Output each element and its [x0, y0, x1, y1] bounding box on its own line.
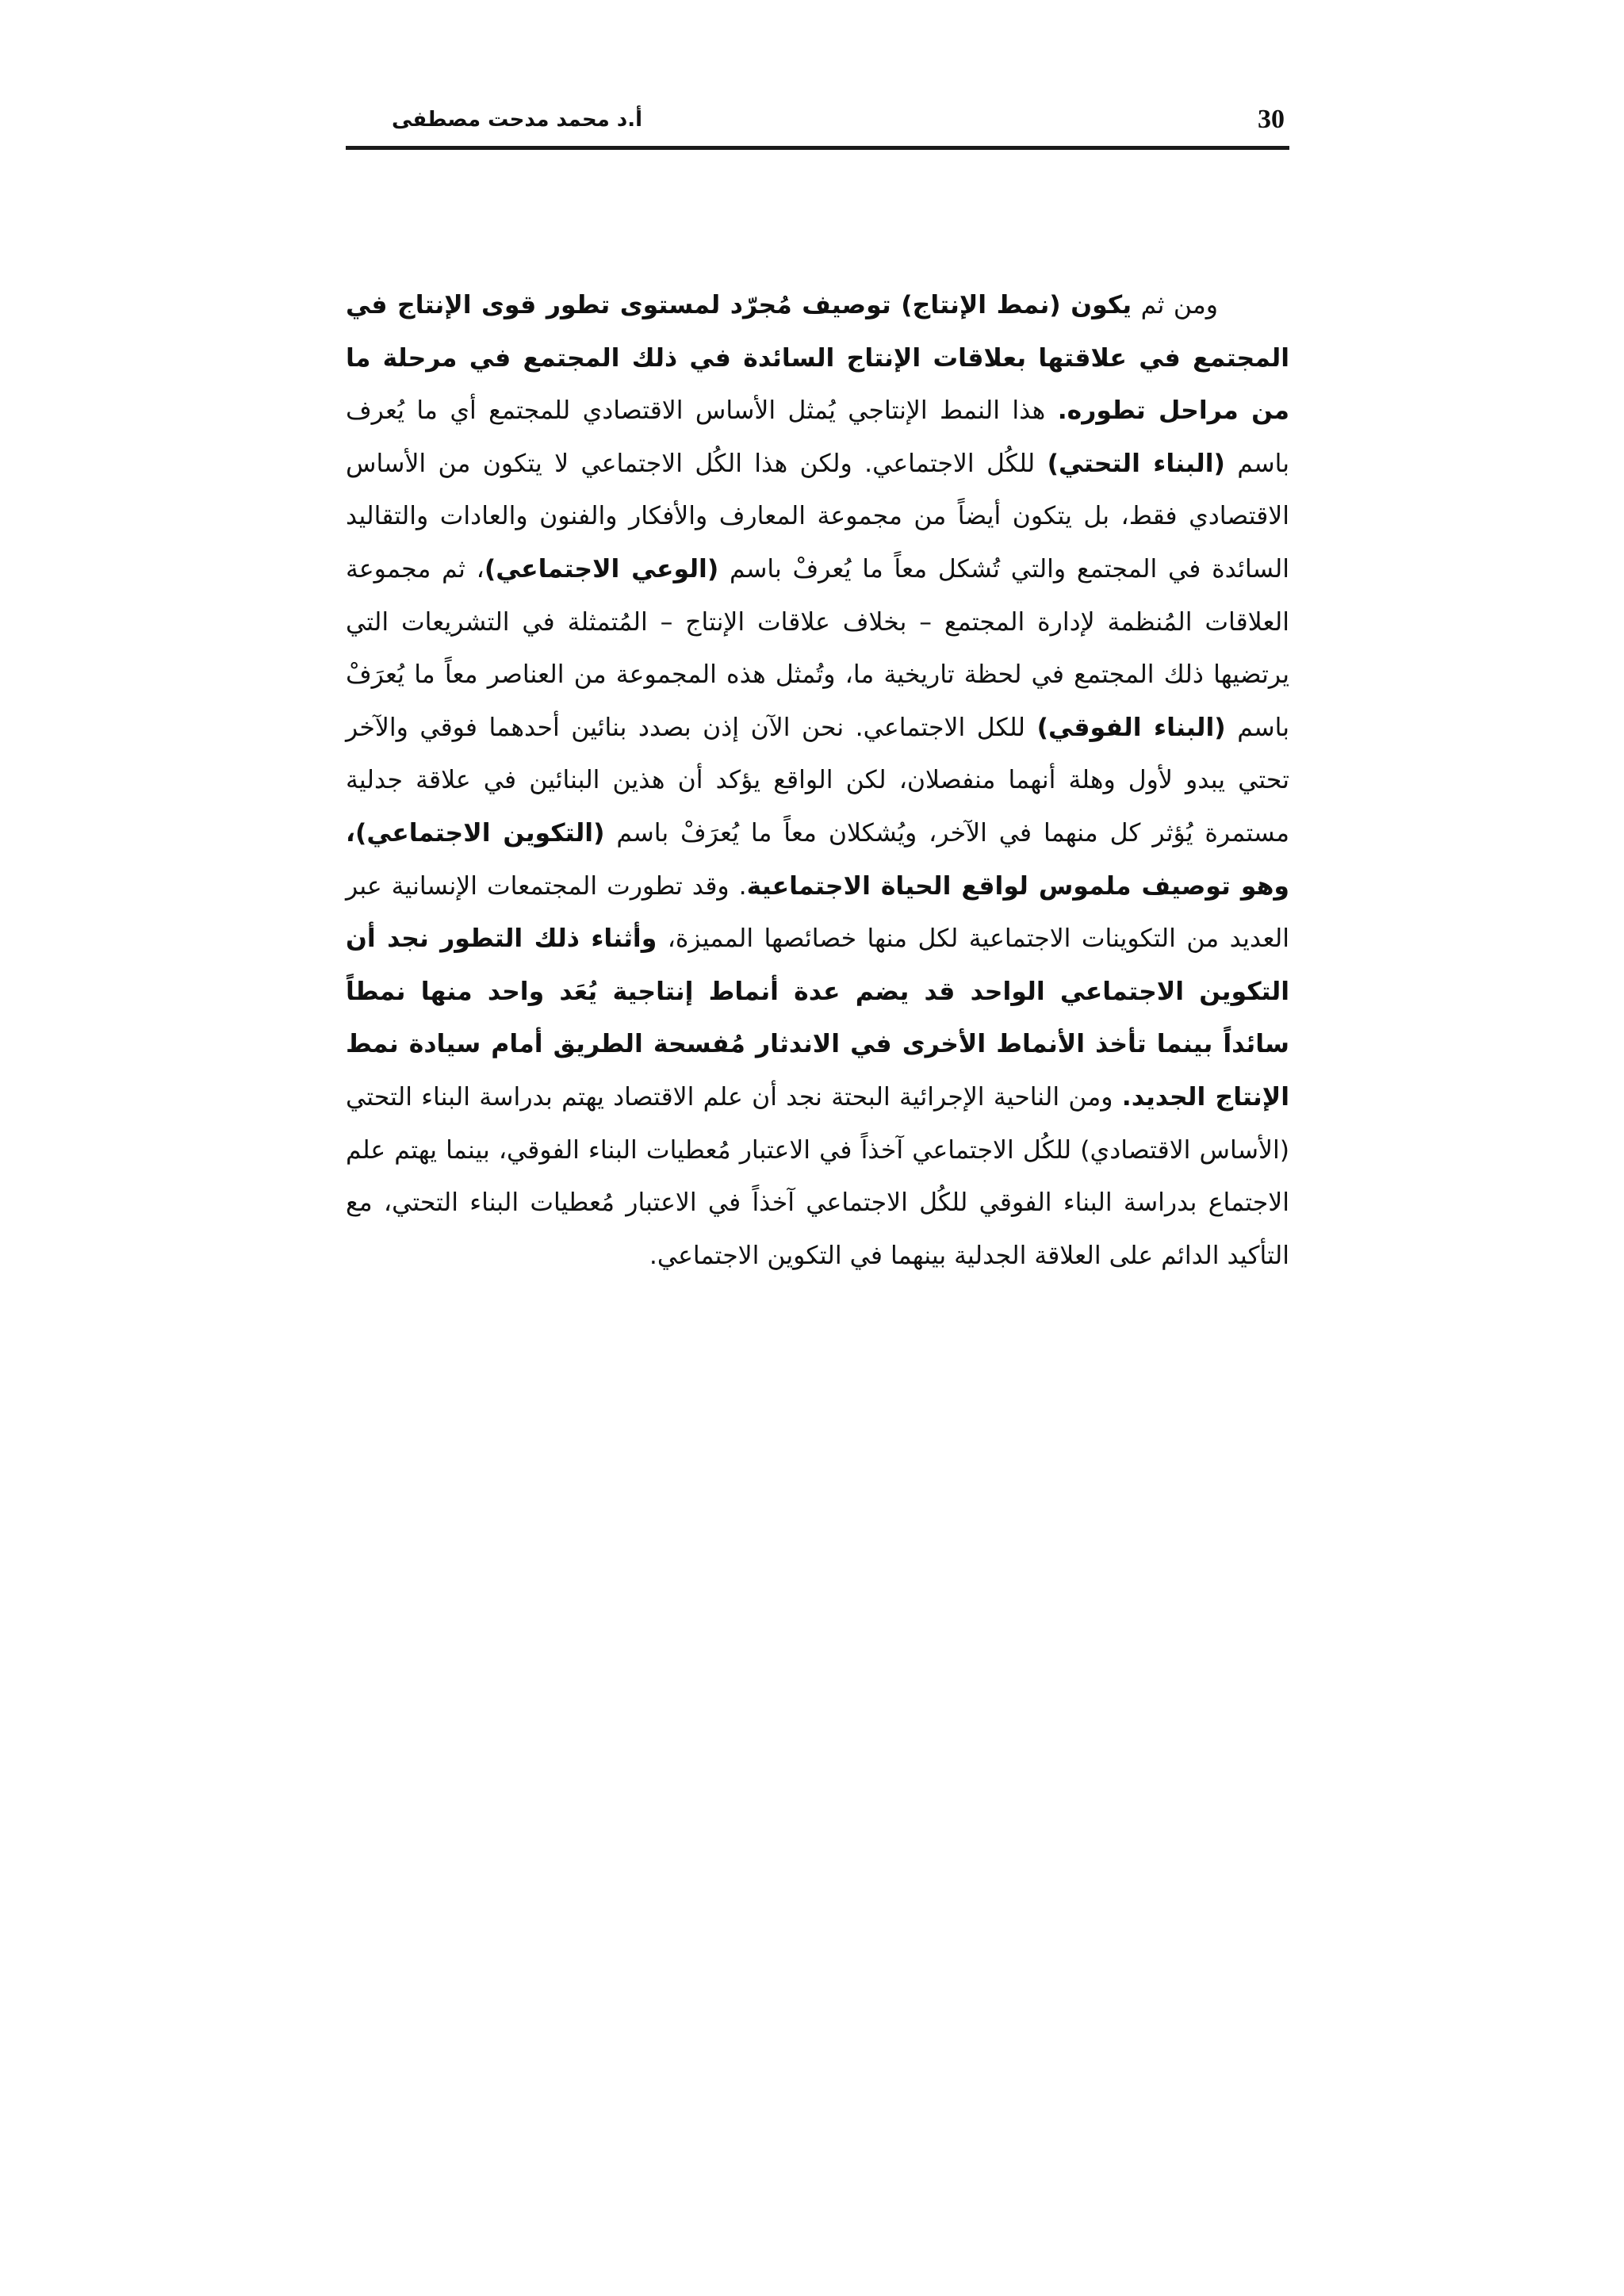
text-run-bold: (الوعي الاجتماعي) [484, 554, 719, 584]
text-run: ومن ثم [1132, 291, 1218, 320]
paragraph [346, 279, 1289, 1282]
text-run: للكل الاجتماعي. نحن الآن إذن بصدد بنائين أحدهما فوقي والآخر تحتي يبدو لأول وهلة أنهما منفصلان، لكن الواقع يؤكد أن هذين البنائين في علاقة جدلية مستمرة يُؤثر كل منهما في الآخر، ويُشكلان معاً ما يُعرَفْ باسم [346, 713, 1289, 848]
page-number: 30 [1258, 105, 1285, 134]
text-run-bold: (البناء التحتي) [1047, 449, 1225, 478]
text-run: ومن الناحية الإجرائية البحتة نجد أن علم الاقتصاد يهتم بدراسة البناء التحتي (الأساس الاقتصادي) للكُل الاجتماعي آخذاً في الاعتبار مُعطيات البناء الفوقي، بينما يهتم علم الاجتماع بدراسة البناء الفوقي للكُل الاجتماعي آخذاً في الاعتبار مُعطيات البناء التحتي، مع التأكيد الدائم على العلاقة الجدلية بينهما في التكوين الاجتماعي. [346, 1082, 1289, 1270]
text-run-bold: يكون (نمط الإنتاج) توصيف مُجرّد لمستوى تطور قوى الإنتاج في المجتمع في علاقتها بعلاقات الإنتاج السائدة في ذلك المجتمع في مرحلة ما من مراحل تطوره. [346, 291, 1289, 426]
page-header [346, 100, 1289, 150]
text-run-bold: وأثناء ذلك التطور نجد أن التكوين الاجتماعي الواحد قد يضم عدة أنماط إنتاجية يُعَد واحد منها نمطاً سائداً بينما تأخذ الأنماط الأخرى في الاندثار مُفسحة الطريق أمام سيادة نمط الإنتاج الجديد. [346, 924, 1289, 1112]
text-run: ، ثم مجموعة العلاقات المُنظمة لإدارة المجتمع – بخلاف علاقات الإنتاج – المُتمثلة في التشريعات التي يرتضيها ذلك المجتمع في لحظة تاريخية ما، وتُمثل هذه المجموعة من العناصر معاً ما يُعرَفْ باسم [346, 554, 1289, 742]
text-run: . وقد تطورت المجتمعات الإنسانية عبر العديد من التكوينات الاجتماعية لكل منها خصائصها المميزة، [346, 871, 1289, 954]
text-run: هذا النمط الإنتاجي يُمثل الأساس الاقتصادي للمجتمع أي ما يُعرف باسم [346, 396, 1289, 478]
text-run-bold: (البناء الفوقي) [1036, 713, 1226, 742]
main-paragraph [346, 279, 1289, 1282]
text-run-bold: (التكوين الاجتماعي)، وهو توصيف ملموس لواقع الحياة الاجتماعية [346, 818, 1289, 901]
text-run: للكُل الاجتماعي. ولكن هذا الكُل الاجتماعي لا يتكون من الأساس الاقتصادي فقط، بل يتكون أيضاً من مجموعة المعارف والأفكار والفنون والعادات والتقاليد السائدة في المجتمع والتي تُشكل معاً ما يُعرفْ باسم [346, 449, 1289, 584]
author-name: أ.د محمد مدحت مصطفى [392, 108, 643, 132]
